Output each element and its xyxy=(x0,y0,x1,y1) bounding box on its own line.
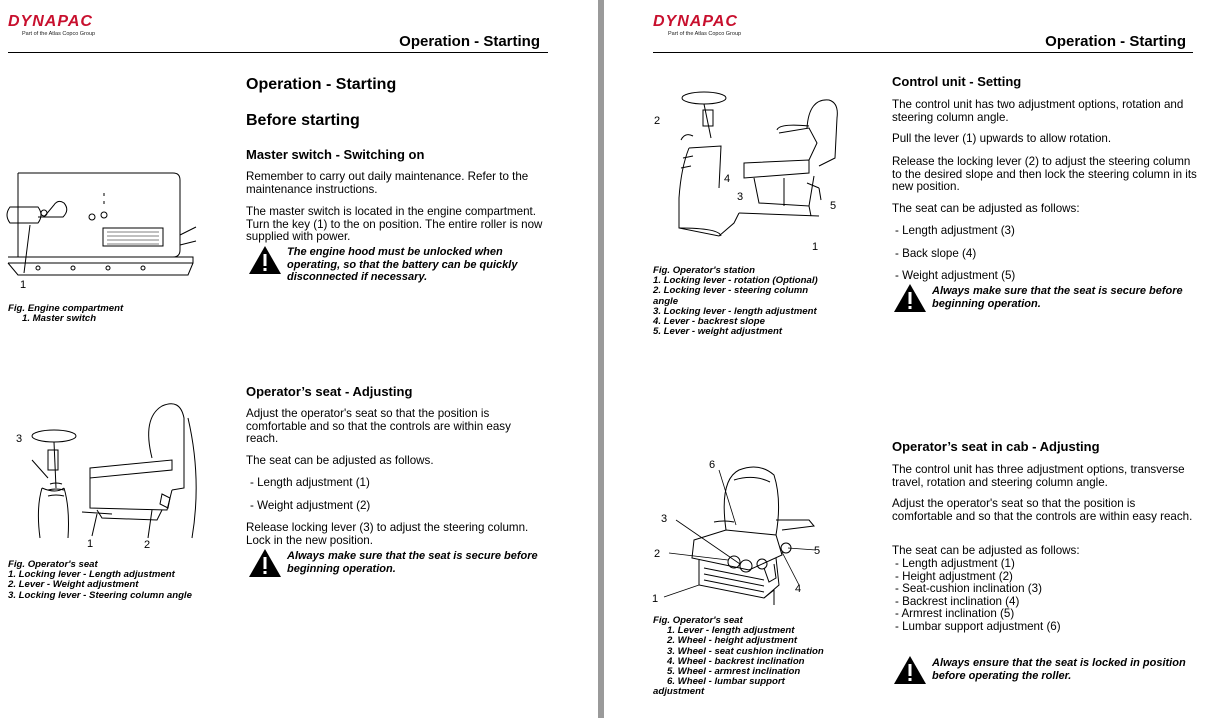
warning-icon xyxy=(248,548,282,578)
page-header-title: Operation - Starting xyxy=(399,33,540,50)
figure-1-callout-1: 1 xyxy=(20,279,27,291)
figure-4-caption xyxy=(653,616,883,698)
cab-seat-paragraph-3: The seat can be adjusted as follows: xyxy=(892,544,1080,557)
list-item: - Back slope (4) xyxy=(895,246,977,260)
list-item: - Height adjustment (2) xyxy=(895,569,1013,583)
figure-3-callout-2: 2 xyxy=(654,115,661,127)
figure-2-caption-item: 3. Locking lever - Steering column angle xyxy=(8,589,192,601)
list-item: - Length adjustment (1) xyxy=(250,476,370,489)
figure-4-callout-1: 1 xyxy=(652,593,659,605)
left-page xyxy=(0,0,598,718)
figure-4-callout-2: 2 xyxy=(654,548,661,560)
warning-icon xyxy=(893,283,927,313)
control-unit-warning: Always make sure that the seat is secure before beginning operation. xyxy=(932,285,1183,310)
list-item: - Length adjustment (1) xyxy=(895,557,1015,570)
control-unit-heading: Control unit - Setting xyxy=(892,74,1022,89)
seat-paragraph-2: The seat can be adjusted as follows. xyxy=(246,454,434,467)
figure-3-callout-4: 4 xyxy=(724,173,731,185)
subsection-title: Before starting xyxy=(246,112,360,129)
figure-2-callout-1: 1 xyxy=(87,538,94,550)
cab-seat-adjustment-list xyxy=(895,558,1200,633)
figure-2-callout-2: 2 xyxy=(144,539,151,551)
figure-4-caption-item: 6. Wheel - lumbar support adjustment xyxy=(653,676,785,698)
brand-logo: DYNAPAC xyxy=(653,13,738,30)
engine-compartment-illustration xyxy=(8,165,198,290)
list-item: - Length adjustment (3) xyxy=(895,224,1015,237)
figure-4-callout-5: 5 xyxy=(814,545,821,557)
control-unit-adjustment-list xyxy=(895,225,1200,283)
figure-3-callout-1: 1 xyxy=(812,241,819,253)
figure-4-callout-4: 4 xyxy=(795,583,802,595)
figure-3-callout-5: 5 xyxy=(830,200,837,212)
figure-4-caption-item: 2. Wheel - height adjustment xyxy=(667,635,798,647)
figure-3-caption-item: 3. Locking lever - length adjustment xyxy=(653,305,817,317)
figure-4-callout-3: 3 xyxy=(661,513,668,525)
figure-1-caption-title: Fig. Engine compartment xyxy=(8,303,124,314)
figure-4-caption-title: Fig. Operator's seat xyxy=(653,615,743,626)
master-switch-paragraph-1: Remember to carry out daily maintenance. Refer to the maintenance instructions. xyxy=(246,170,529,196)
cab-seat-heading: Operator’s seat in cab - Adjusting xyxy=(892,439,1100,454)
cab-seat-paragraph-2: Adjust the operator's seat so that the position is comfortable and so that the controls are within easy reach. xyxy=(892,497,1193,523)
brand-logo: DYNAPAC xyxy=(8,13,93,30)
section-title: Operation - Starting xyxy=(246,76,397,93)
master-switch-heading: Master switch - Switching on xyxy=(246,147,425,162)
control-unit-paragraph-1: The control unit has two adjustment options, rotation and steering column angle. xyxy=(892,98,1184,124)
figure-3-caption-item: 2. Locking lever - steering column angle xyxy=(653,285,809,307)
cab-seat-illustration xyxy=(664,460,834,610)
header-rule xyxy=(653,52,1193,53)
control-unit-paragraph-2: Pull the lever (1) upwards to allow rotation. xyxy=(892,132,1112,145)
figure-3-caption-item: 1. Locking lever - rotation (Optional) xyxy=(653,275,818,287)
figure-1-caption xyxy=(8,304,228,324)
warning-icon xyxy=(893,655,927,685)
page-header-title: Operation - Starting xyxy=(1045,33,1186,50)
figure-3-caption-item: 4. Lever - backrest slope xyxy=(653,316,765,328)
figure-4-caption-item: 3. Wheel - seat cushion inclination xyxy=(667,645,824,657)
control-unit-paragraph-4: The seat can be adjusted as follows: xyxy=(892,202,1080,215)
figure-4-caption-item: 5. Wheel - armrest inclination xyxy=(667,666,801,678)
right-page xyxy=(604,0,1221,718)
control-unit-paragraph-3: Release the locking lever (2) to adjust the steering column to the desired slope and then lock the steering column in its new position. xyxy=(892,155,1197,193)
cab-seat-warning: Always ensure that the seat is locked in position before operating the roller. xyxy=(932,657,1186,682)
list-item: - Armrest inclination (5) xyxy=(895,607,1015,620)
figure-4-caption-item: 1. Lever - length adjustment xyxy=(667,625,795,637)
master-switch-paragraph-2: The master switch is located in the engine compartment. Turn the key (1) to the on position. The entire roller is now supplied with power. xyxy=(246,205,543,243)
figure-2-caption-item: 2. Lever - Weight adjustment xyxy=(8,579,139,591)
figure-4-caption-item: 4. Wheel - backrest inclination xyxy=(667,655,805,667)
list-item: - Backrest inclination (4) xyxy=(895,594,1020,608)
figure-3-caption-item: 5. Lever - weight adjustment xyxy=(653,326,783,338)
master-switch-warning: The engine hood must be unlocked when operating, so that the battery can be quickly disconnected if necessary. xyxy=(287,246,518,283)
list-item: - Weight adjustment (5) xyxy=(895,269,1016,282)
figure-3-caption-title: Fig. Operator's station xyxy=(653,265,755,276)
seat-paragraph-3: Release locking lever (3) to adjust the steering column. Lock in the new position. xyxy=(246,521,529,547)
list-item: - Seat-cushion inclination (3) xyxy=(895,582,1042,595)
seat-adjustment-list xyxy=(250,477,550,512)
list-item: - Weight adjustment (2) xyxy=(250,498,371,512)
brand-tagline: Part of the Atlas Copco Group xyxy=(22,31,96,37)
warning-icon xyxy=(248,245,282,275)
figure-3-callout-3: 3 xyxy=(737,191,744,203)
figure-2-caption-item: 1. Locking lever - Length adjustment xyxy=(8,569,175,581)
cab-seat-paragraph-1: The control unit has three adjustment options, transverse travel, rotation and steering column angle. xyxy=(892,463,1185,489)
operator-seat-illustration xyxy=(12,398,197,548)
header-rule xyxy=(8,52,548,53)
figure-2-callout-3: 3 xyxy=(16,433,23,445)
seat-warning: Always make sure that the seat is secure before beginning operation. xyxy=(287,550,538,575)
figure-1-caption-item: 1. Master switch xyxy=(22,313,97,325)
figure-2-caption xyxy=(8,560,228,601)
seat-heading: Operator’s seat - Adjusting xyxy=(246,384,413,399)
brand-tagline: Part of the Atlas Copco Group xyxy=(668,31,742,37)
list-item: - Lumbar support adjustment (6) xyxy=(895,619,1061,633)
figure-2-caption-title: Fig. Operator's seat xyxy=(8,559,98,570)
seat-paragraph-1: Adjust the operator's seat so that the position is comfortable and so that the controls are within easy reach. xyxy=(246,407,511,445)
operator-station-illustration xyxy=(659,88,844,253)
figure-4-callout-6: 6 xyxy=(709,459,716,471)
figure-3-caption xyxy=(653,266,873,337)
